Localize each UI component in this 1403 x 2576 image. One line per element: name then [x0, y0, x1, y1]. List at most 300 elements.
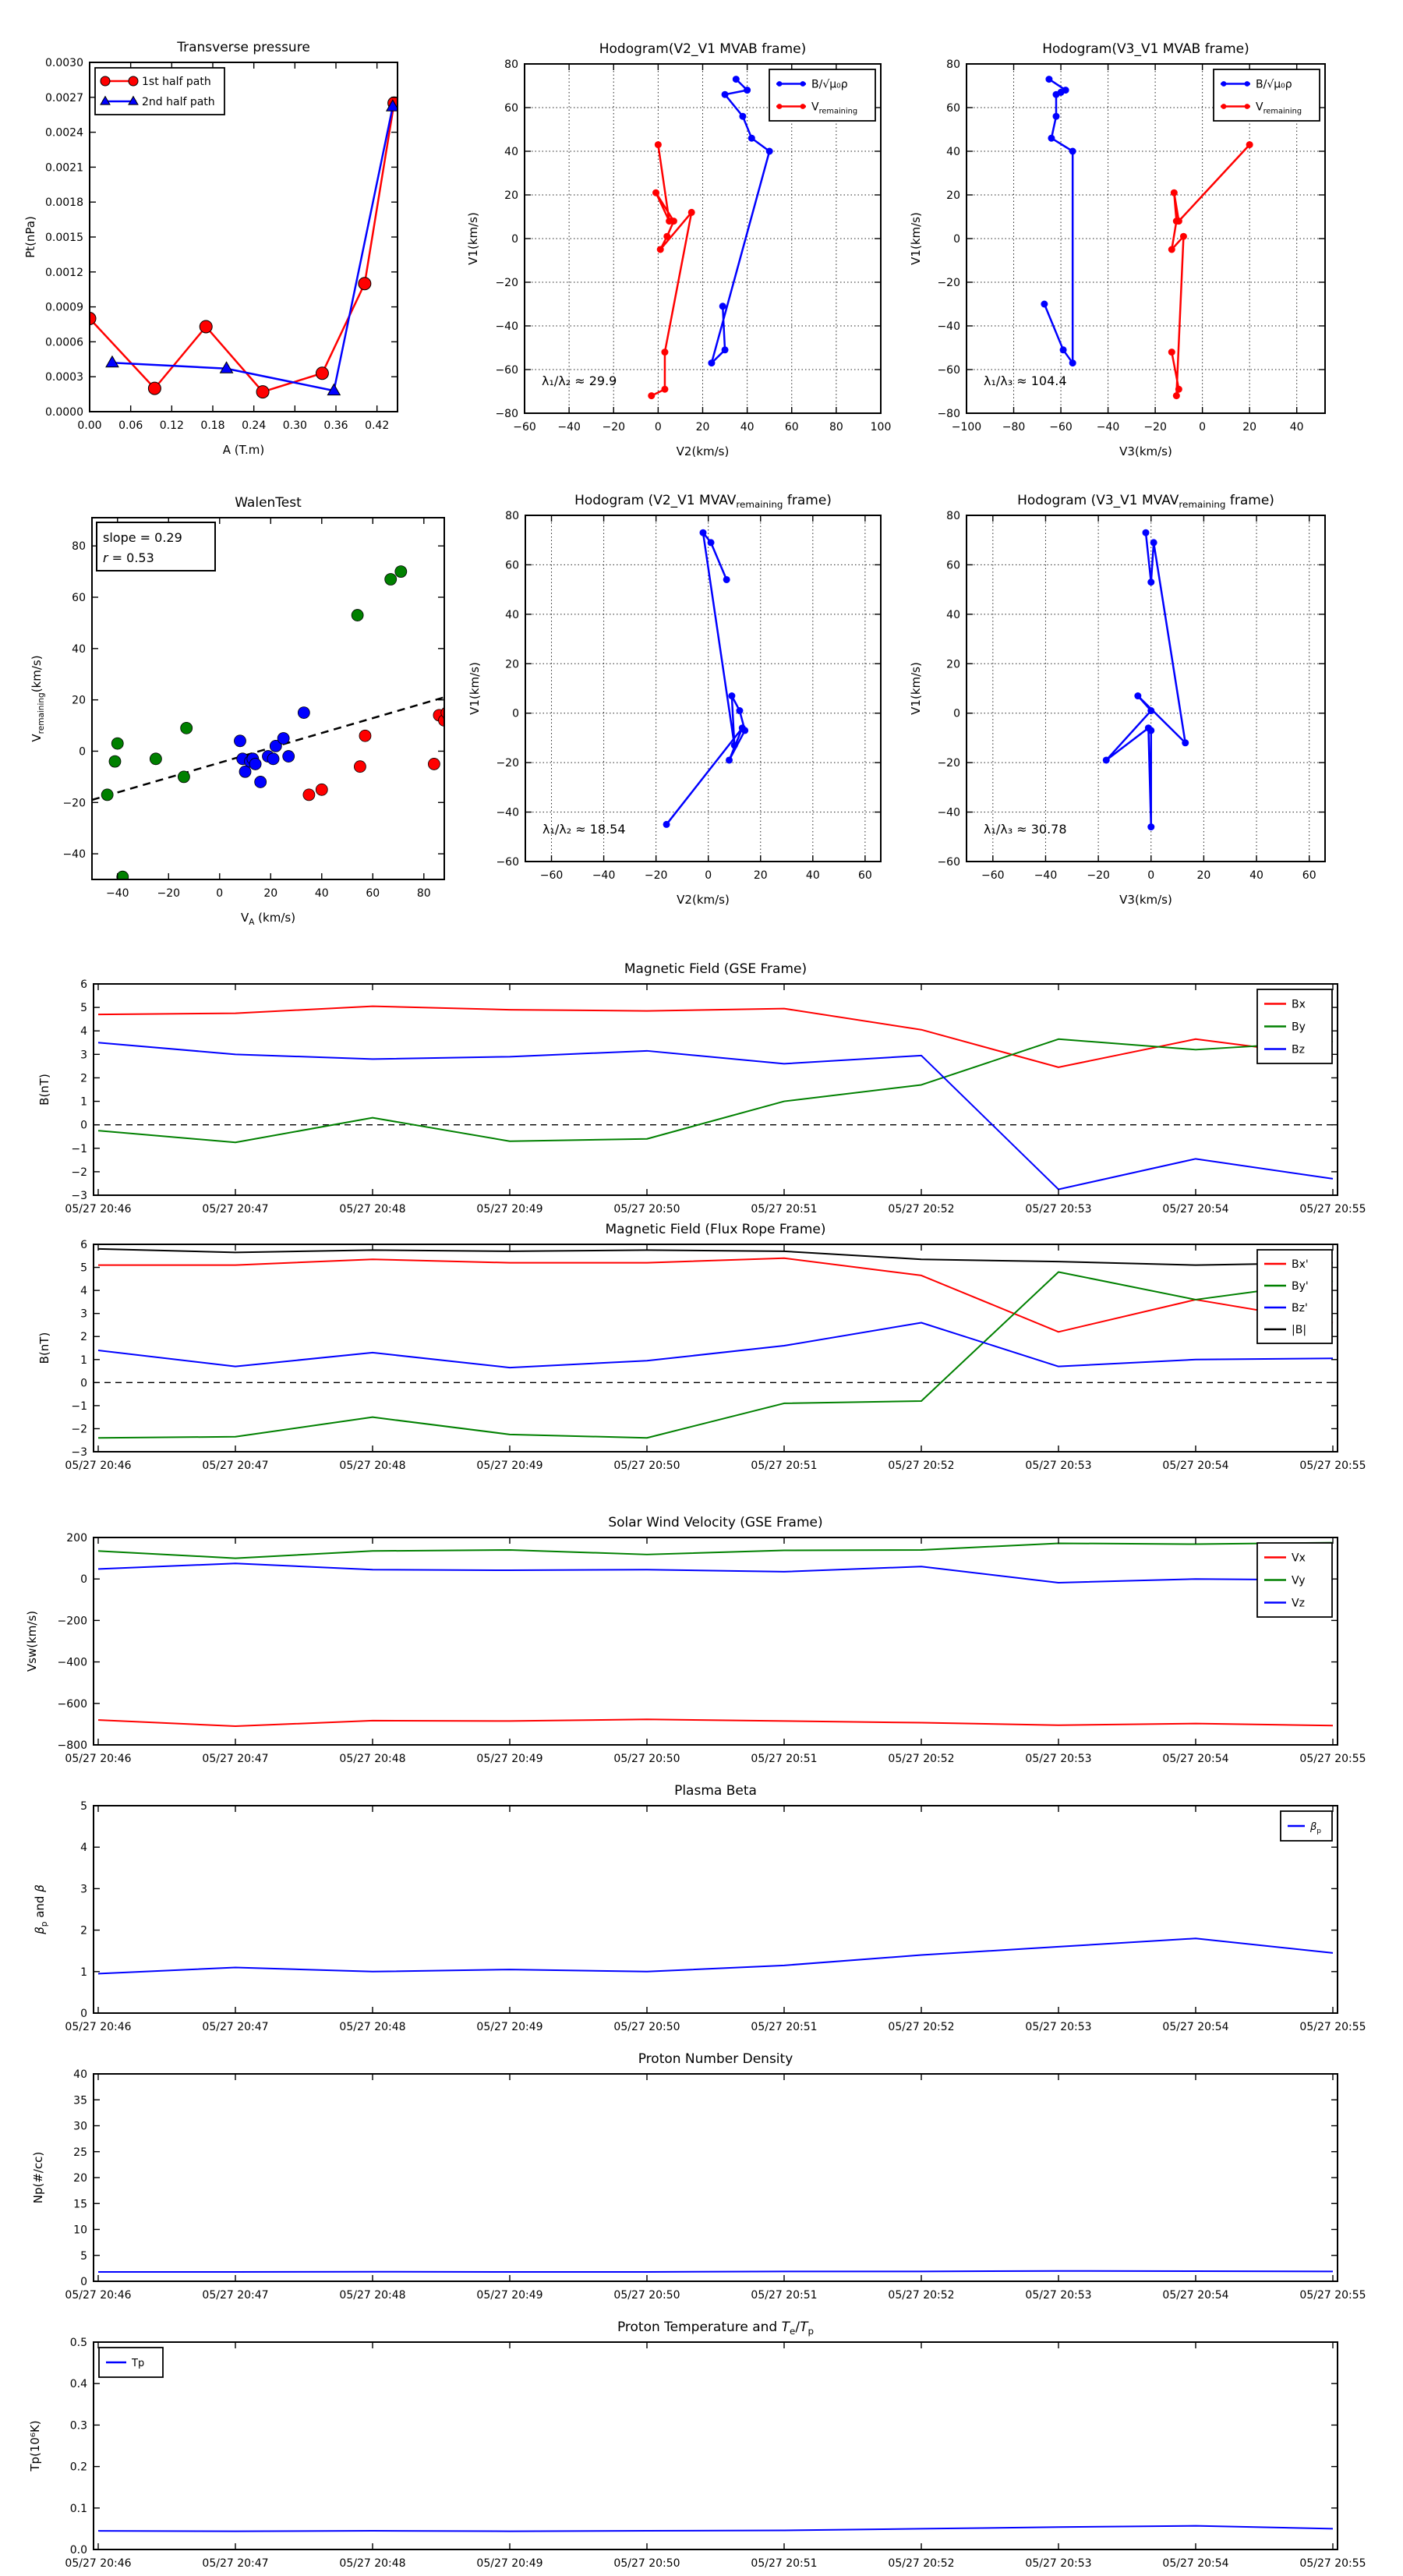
axes-ticks	[94, 1537, 1338, 1745]
x-tick-label: 0.36	[323, 419, 348, 432]
proton-temp-legend	[99, 2348, 163, 2377]
tick-labels	[65, 2068, 1366, 2302]
axes-ticks	[525, 515, 881, 862]
x-tick-label: 20	[263, 887, 278, 900]
hodogram-v2v1-mvav-title: Hodogram (V2_V1 $MVAV_{remaining}$ frame)	[574, 493, 832, 510]
hodogram-v3v1-mvav-xlabel: V3(km/s)	[1119, 893, 1172, 907]
transverse-pressure-title: Transverse pressure	[177, 40, 310, 55]
y-tick-label: 80	[72, 540, 86, 554]
mag-gse-legend	[1257, 989, 1332, 1063]
vsw-gse-ylabel: Vsw(km/s)	[25, 1610, 39, 1672]
y-tick-label: 2	[80, 1331, 87, 1344]
legend-label: $V_{remaining}$	[1256, 101, 1302, 116]
x-tick-label: 60	[366, 887, 380, 900]
y-tick-label: 1	[80, 1353, 87, 1367]
x-tick-label: 05/27 20:48	[339, 2557, 406, 2570]
series-by	[98, 1039, 1333, 1142]
y-tick-label: 0	[80, 2276, 87, 2288]
tick-labels	[65, 978, 1366, 1215]
walen-test-panel	[30, 495, 455, 927]
x-tick-label: 05/27 20:46	[65, 2557, 132, 2570]
y-tick-label: −2	[71, 1166, 87, 1179]
y-tick-label: −20	[937, 757, 960, 770]
series-bx-	[98, 1258, 1333, 1332]
x-tick-label: 05/27 20:53	[1025, 2289, 1092, 2302]
tick-labels	[62, 540, 430, 900]
series-b-over-sqrt-mu0-rho	[708, 76, 772, 366]
y-tick-label: 35	[73, 2094, 87, 2107]
y-tick-label: 60	[504, 102, 518, 115]
x-tick-label: 05/27 20:48	[339, 2289, 406, 2302]
y-tick-label: 40	[504, 146, 518, 158]
y-tick-label: −20	[62, 797, 86, 810]
y-tick-label: −200	[57, 1615, 87, 1628]
y-tick-label: −3	[71, 1190, 87, 1202]
y-tick-label: 0.3	[69, 2419, 87, 2433]
y-tick-label: 15	[73, 2198, 87, 2211]
y-tick-label: 0.0006	[45, 336, 83, 349]
legend-label: Vx	[1292, 1552, 1306, 1565]
hodogram-v2v1-mvab-annotation: λ₁/λ₂ ≈ 29.9	[542, 373, 617, 388]
x-tick-label: 05/27 20:51	[751, 2557, 818, 2570]
x-tick-label: 0.24	[242, 419, 267, 432]
x-tick-label: 0.42	[365, 419, 390, 432]
x-tick-label: 20	[753, 869, 768, 882]
y-tick-label: 0.0009	[45, 301, 83, 314]
y-tick-label: 1	[80, 1095, 87, 1109]
x-tick-label: −60	[513, 421, 536, 433]
x-tick-label: 05/27 20:51	[751, 2289, 818, 2302]
series-by-	[98, 1272, 1333, 1438]
y-tick-label: 60	[946, 559, 960, 572]
y-tick-label: 40	[946, 146, 960, 158]
x-tick-label: −20	[1143, 421, 1167, 433]
y-tick-label: 4	[80, 1285, 87, 1298]
y-tick-label: −800	[57, 1739, 87, 1752]
mag-gse-title: Magnetic Field (GSE Frame)	[624, 961, 808, 977]
x-tick-label: −20	[157, 887, 181, 900]
x-tick-label: 05/27 20:51	[751, 1460, 818, 1472]
x-tick-label: 05/27 20:54	[1162, 2021, 1229, 2033]
y-tick-label: 6	[80, 978, 87, 991]
y-tick-label: 0.0018	[45, 196, 83, 210]
legend-label: Bz	[1292, 1043, 1305, 1056]
plasma-beta-legend	[1281, 1811, 1332, 1841]
series-bz	[98, 1042, 1333, 1189]
series-2nd-half-path	[106, 100, 399, 395]
series-np	[98, 2271, 1333, 2272]
x-tick-label: −60	[1049, 421, 1073, 433]
x-tick-label: 05/27 20:53	[1025, 1753, 1092, 1765]
plot-frame	[94, 1537, 1338, 1745]
axes-ticks	[94, 984, 1338, 1195]
y-tick-label: 10	[73, 2224, 87, 2237]
x-tick-label: −80	[1002, 421, 1026, 433]
y-tick-label: −20	[495, 277, 518, 289]
x-tick-label: 40	[1249, 869, 1263, 882]
x-tick-label: 05/27 20:53	[1025, 1460, 1092, 1472]
y-tick-label: 80	[946, 510, 960, 522]
walen-test-ylabel: $V_{remaining}(km/s)$	[30, 655, 46, 742]
y-tick-label: −3	[71, 1446, 87, 1459]
y-tick-label: 0	[80, 2008, 87, 2020]
y-tick-label: 40	[946, 608, 960, 621]
x-tick-label: 0	[1199, 421, 1207, 433]
y-tick-label: 0	[79, 745, 86, 759]
proton-temp-panel	[28, 2319, 1366, 2570]
x-tick-label: 20	[1196, 869, 1211, 882]
y-tick-label: 5	[80, 1002, 87, 1015]
x-tick-label: 05/27 20:47	[202, 2289, 269, 2302]
y-tick-label: 0	[512, 707, 519, 720]
series-vy	[98, 1543, 1333, 1559]
x-tick-label: 80	[416, 887, 431, 900]
tick-labels	[65, 1800, 1366, 2033]
y-tick-label: 3	[80, 1883, 87, 1896]
x-tick-label: 05/27 20:55	[1299, 1460, 1366, 1472]
y-tick-label: 30	[73, 2120, 87, 2133]
x-tick-label: 05/27 20:52	[888, 1460, 955, 1472]
y-tick-label: 20	[73, 2172, 87, 2185]
hodogram-v2v1-mvav-annotation: λ₁/λ₂ ≈ 18.54	[542, 822, 626, 837]
y-tick-label: 6	[80, 1239, 87, 1251]
y-tick-label: 0.0021	[45, 161, 83, 175]
y-tick-label: 0.4	[69, 2378, 87, 2391]
x-tick-label: 20	[1242, 421, 1257, 433]
series-v-remaining	[1168, 141, 1253, 399]
x-tick-label: 05/27 20:46	[65, 2289, 132, 2302]
proton-temp-title: Proton Temperature and $T_e/T_p$	[617, 2319, 815, 2337]
series-v-remaining	[648, 141, 694, 399]
y-tick-label: −40	[62, 848, 86, 862]
plasma-beta-panel	[33, 1783, 1366, 2033]
x-tick-label: 0.12	[159, 419, 184, 432]
plot-frame	[92, 518, 444, 879]
x-tick-label: 05/27 20:47	[202, 2557, 269, 2570]
vsw-gse-title: Solar Wind Velocity (GSE Frame)	[608, 1515, 823, 1530]
x-tick-label: 05/27 20:52	[888, 1753, 955, 1765]
x-tick-label: 05/27 20:55	[1299, 1753, 1366, 1765]
hodogram-v2v1-mvab-xlabel: V2(km/s)	[676, 444, 730, 458]
x-tick-label: 0.00	[77, 419, 102, 432]
x-tick-label: 05/27 20:48	[339, 1203, 406, 1215]
x-tick-label: −60	[539, 869, 564, 882]
hodogram-v3v1-mvav-ylabel: V1(km/s)	[909, 662, 923, 715]
y-tick-label: −80	[937, 408, 960, 420]
hodogram-v2v1-mvav-ylabel: V1(km/s)	[468, 662, 482, 715]
proton-density-title: Proton Number Density	[638, 2051, 793, 2067]
legend-label: Bx	[1292, 998, 1306, 1011]
x-tick-label: −100	[951, 421, 982, 433]
x-tick-label: 05/27 20:52	[888, 2289, 955, 2302]
x-tick-label: 05/27 20:54	[1162, 1460, 1229, 1472]
x-tick-label: 05/27 20:46	[65, 2021, 132, 2033]
y-tick-label: 20	[504, 189, 518, 202]
plot-frame	[94, 2074, 1338, 2281]
x-tick-label: 05/27 20:51	[751, 1203, 818, 1215]
x-tick-label: 05/27 20:52	[888, 2021, 955, 2033]
y-tick-label: −2	[71, 1423, 87, 1436]
series-last-third	[303, 707, 455, 801]
x-tick-label: 05/27 20:52	[888, 1203, 955, 1215]
series-beta-p	[98, 1938, 1333, 1973]
y-tick-label: 0	[80, 1119, 87, 1132]
y-tick-label: 0.1	[69, 2502, 87, 2515]
x-tick-label: 05/27 20:55	[1299, 2557, 1366, 2570]
x-tick-label: 05/27 20:50	[613, 1460, 680, 1472]
x-tick-label: 40	[740, 421, 755, 433]
mag-gse-ylabel: B(nT)	[37, 1074, 51, 1106]
series-bz-	[98, 1322, 1333, 1368]
plot-frame	[94, 2342, 1338, 2549]
y-tick-label: 0.0027	[45, 91, 83, 104]
hodogram-v2v1-mvav-xlabel: V2(km/s)	[677, 893, 730, 907]
x-tick-label: 40	[1289, 421, 1304, 433]
y-tick-label: 80	[505, 510, 519, 522]
x-tick-label: 40	[805, 869, 820, 882]
series-b-over-sqrt-mu0-rho	[1041, 76, 1076, 366]
x-tick-label: 05/27 20:50	[613, 2021, 680, 2033]
x-tick-label: 05/27 20:47	[202, 2021, 269, 2033]
grid	[967, 515, 1325, 862]
y-tick-label: −60	[496, 856, 519, 869]
y-tick-label: 0.0003	[45, 371, 83, 384]
series-path	[663, 529, 749, 828]
y-tick-label: 40	[72, 642, 86, 656]
vsw-gse-legend	[1257, 1543, 1332, 1617]
y-tick-label: −600	[57, 1697, 87, 1711]
tick-labels	[58, 1532, 1366, 1765]
legend-label: Bx'	[1292, 1258, 1309, 1271]
proton-density-panel	[31, 2051, 1366, 2302]
x-tick-label: 05/27 20:54	[1162, 2557, 1229, 2570]
y-tick-label: −40	[496, 806, 519, 819]
plot-frame	[94, 984, 1338, 1195]
x-tick-label: 40	[314, 887, 329, 900]
y-tick-label: −40	[937, 806, 960, 819]
x-tick-label: 05/27 20:48	[339, 1753, 406, 1765]
y-tick-label: 40	[505, 608, 519, 621]
proton-temp-ylabel: Tp(10⁶K)	[28, 2420, 42, 2472]
legend-label: Vz	[1292, 1597, 1305, 1610]
y-tick-label: 80	[946, 58, 960, 71]
x-tick-label: 0.06	[118, 419, 143, 432]
hodogram-v3v1-mvav-annotation: λ₁/λ₃ ≈ 30.78	[984, 822, 1067, 837]
x-tick-label: 05/27 20:46	[65, 1203, 132, 1215]
x-tick-label: 05/27 20:55	[1299, 2289, 1366, 2302]
y-tick-label: 0	[511, 233, 518, 246]
y-tick-label: 20	[946, 658, 960, 671]
y-tick-label: 2	[80, 1924, 87, 1937]
y-tick-label: 2	[80, 1072, 87, 1085]
x-tick-label: 05/27 20:49	[476, 2557, 543, 2570]
x-tick-label: −40	[1034, 869, 1058, 882]
hodogram-v3v1-mvav-title: Hodogram (V3_V1 $MVAV_{remaining}$ frame)	[1017, 493, 1274, 510]
plot-frame	[525, 515, 881, 862]
mag-fluxrope-title: Magnetic Field (Flux Rope Frame)	[605, 1222, 826, 1237]
x-tick-label: 0	[705, 869, 712, 882]
x-tick-label: 05/27 20:50	[613, 2557, 680, 2570]
x-tick-label: 20	[695, 421, 710, 433]
x-tick-label: 05/27 20:53	[1025, 2021, 1092, 2033]
series-1st-half-path	[83, 97, 401, 398]
y-tick-label: −1	[71, 1399, 87, 1413]
plasma-beta-title: Plasma Beta	[674, 1783, 757, 1799]
legend-label: By	[1292, 1021, 1306, 1034]
y-tick-label: −20	[496, 757, 519, 770]
x-tick-label: 05/27 20:54	[1162, 1203, 1229, 1215]
legend-label: 2nd half path	[142, 96, 215, 108]
x-tick-label: 05/27 20:51	[751, 2021, 818, 2033]
y-tick-label: 0	[953, 233, 960, 246]
mag-fluxrope-ylabel: B(nT)	[37, 1332, 51, 1364]
x-tick-label: 0	[654, 421, 662, 433]
y-tick-label: −60	[937, 364, 960, 377]
axes-ticks	[94, 2342, 1338, 2549]
proton-density-ylabel: Np(#/cc)	[31, 2151, 45, 2204]
x-tick-label: 0	[1147, 869, 1155, 882]
transverse-pressure-xlabel: A (T.m)	[222, 443, 265, 457]
x-tick-label: 05/27 20:49	[476, 1753, 543, 1765]
vsw-gse-panel	[25, 1515, 1366, 1765]
y-tick-label: 60	[946, 102, 960, 115]
hodogram-v2v1-mvab-title: Hodogram(V2_V1 MVAB frame)	[599, 41, 807, 57]
y-tick-label: 0.0	[69, 2544, 87, 2557]
y-tick-label: 0.0030	[45, 57, 83, 69]
x-tick-label: 05/27 20:47	[202, 1753, 269, 1765]
x-tick-label: −60	[981, 869, 1005, 882]
y-tick-label: 3	[80, 1049, 87, 1062]
y-tick-label: 60	[72, 592, 86, 605]
x-tick-label: −20	[644, 869, 668, 882]
y-tick-label: −40	[495, 320, 518, 333]
series-bx	[98, 1007, 1333, 1067]
y-tick-label: −80	[495, 408, 518, 420]
legend-label: B/√μ₀ρ	[1256, 78, 1292, 91]
plot-frame	[94, 1806, 1338, 2013]
x-tick-label: −40	[105, 887, 129, 900]
annotation-line: r = 0.53	[103, 550, 154, 565]
axes-ticks	[94, 2074, 1338, 2281]
series-middle-third	[234, 707, 309, 788]
plasma-beta-ylabel: $\beta_p$ and β	[33, 1884, 49, 1934]
x-tick-label: −20	[602, 421, 626, 433]
hodogram-v3v1-mvab-xlabel: V3(km/s)	[1119, 444, 1172, 458]
hodogram-v3v1-mvab-legend	[1214, 69, 1320, 121]
x-tick-label: 05/27 20:53	[1025, 2557, 1092, 2570]
x-tick-label: 05/27 20:47	[202, 1460, 269, 1472]
series-tp	[98, 2526, 1333, 2532]
series-path	[1103, 529, 1189, 830]
mag-fluxrope-legend	[1257, 1250, 1332, 1343]
transverse-pressure-legend	[95, 68, 224, 115]
x-tick-label: 05/27 20:55	[1299, 1203, 1366, 1215]
x-tick-label: 0.18	[200, 419, 225, 432]
transverse-pressure-panel	[23, 40, 401, 457]
y-tick-label: −40	[937, 320, 960, 333]
mag-fluxrope-panel	[37, 1222, 1366, 1472]
y-tick-label: 0	[80, 1377, 87, 1390]
y-tick-label: 1	[80, 1966, 87, 1979]
x-tick-label: 05/27 20:53	[1025, 1203, 1092, 1215]
y-tick-label: −1	[71, 1142, 87, 1155]
x-tick-label: 60	[857, 869, 872, 882]
y-tick-label: 80	[504, 58, 518, 71]
hodogram-v3v1-mvav-panel	[909, 493, 1325, 907]
y-tick-label: −400	[57, 1656, 87, 1669]
x-tick-label: 05/27 20:52	[888, 2557, 955, 2570]
series-fit-line	[92, 697, 444, 800]
series-vz	[98, 1563, 1333, 1583]
x-tick-label: 05/27 20:50	[613, 1753, 680, 1765]
x-tick-label: 05/27 20:50	[613, 1203, 680, 1215]
y-tick-label: 40	[73, 2068, 87, 2081]
y-tick-label: 0	[953, 707, 960, 720]
axes-ticks	[92, 518, 444, 879]
x-tick-label: 05/27 20:49	[476, 2021, 543, 2033]
legend-label: By'	[1292, 1280, 1309, 1293]
series-vx	[98, 1719, 1333, 1726]
plot-frame	[967, 515, 1325, 862]
x-tick-label: 05/27 20:46	[65, 1460, 132, 1472]
axes-ticks	[94, 1806, 1338, 2013]
legend-label: Tp	[132, 2358, 145, 2369]
hodogram-v2v1-mvab-legend	[769, 69, 875, 121]
y-tick-label: −60	[495, 364, 518, 377]
legend-label: $\beta_p$	[1310, 1821, 1322, 1835]
y-tick-label: 5	[80, 2249, 87, 2263]
legend-label: 1st half path	[142, 76, 211, 88]
y-tick-label: 0.0015	[45, 232, 83, 244]
y-tick-label: 0	[80, 1573, 87, 1587]
x-tick-label: 05/27 20:51	[751, 1753, 818, 1765]
mag-gse-panel	[37, 961, 1366, 1215]
x-tick-label: 05/27 20:48	[339, 1460, 406, 1472]
y-tick-label: 5	[80, 1800, 87, 1813]
y-tick-label: 20	[946, 189, 960, 202]
x-tick-label: 0	[216, 887, 224, 900]
y-tick-label: 0.5	[69, 2337, 87, 2349]
annotation-line: slope = 0.29	[103, 530, 182, 545]
x-tick-label: 05/27 20:47	[202, 1203, 269, 1215]
y-tick-label: −60	[937, 856, 960, 869]
hodogram-v3v1-mvab-panel	[909, 41, 1325, 458]
x-tick-label: −40	[592, 869, 616, 882]
walen-test-xlabel: $V_A$ (km/s)	[240, 911, 296, 927]
tick-labels	[65, 1239, 1366, 1472]
y-tick-label: 200	[66, 1532, 87, 1545]
y-tick-label: 20	[505, 658, 519, 671]
x-tick-label: 80	[829, 421, 843, 433]
x-tick-label: 05/27 20:55	[1299, 2021, 1366, 2033]
x-tick-label: 60	[1302, 869, 1316, 882]
x-tick-label: 05/27 20:49	[476, 1460, 543, 1472]
hodogram-v2v1-mvab-panel	[466, 41, 891, 458]
series-first-third	[101, 566, 407, 883]
hodogram-v3v1-mvab-ylabel: V1(km/s)	[909, 212, 923, 265]
grid	[525, 515, 881, 862]
legend-label: B/√μ₀ρ	[811, 78, 848, 91]
x-tick-label: 05/27 20:49	[476, 2289, 543, 2302]
x-tick-label: 60	[784, 421, 799, 433]
x-tick-label: −40	[1096, 421, 1120, 433]
x-tick-label: −40	[557, 421, 581, 433]
walen-test-annotation-box	[97, 522, 215, 571]
hodogram-v3v1-mvab-annotation: λ₁/λ₃ ≈ 104.4	[984, 373, 1067, 388]
x-tick-label: 05/27 20:49	[476, 1203, 543, 1215]
walen-test-title: WalenTest	[235, 495, 302, 511]
x-tick-label: 05/27 20:50	[613, 2289, 680, 2302]
